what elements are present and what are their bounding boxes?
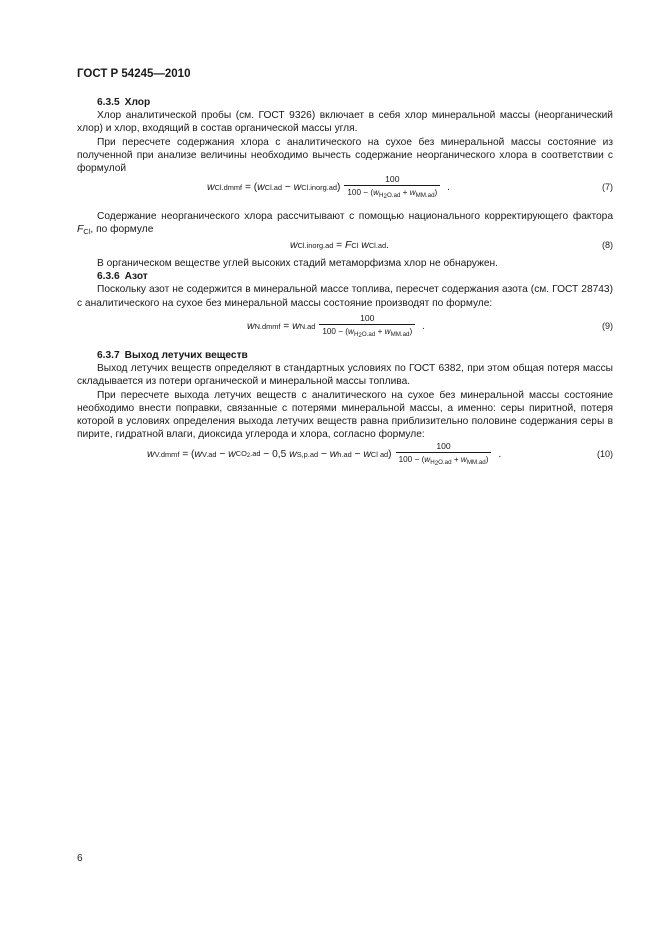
op: = <box>179 448 191 460</box>
var: w <box>147 448 155 460</box>
op: = <box>280 320 293 332</box>
subscript: h.ad <box>337 449 352 459</box>
op: 100 − ( <box>347 188 374 197</box>
subscript: Cl <box>351 240 359 250</box>
var: w <box>290 239 298 251</box>
subscript: Cl.inorg.ad <box>301 182 337 192</box>
subscript <box>236 449 261 459</box>
paragraph: Хлор аналитической пробы (см. ГОСТ 9326) включает в себя хлор минеральной массы (неорганический хлор) и хлор, входящий в состав органической массы угля. <box>77 110 613 135</box>
subscript: N.ad <box>299 321 316 331</box>
op: . <box>444 181 450 193</box>
formula-number: (9) <box>602 321 613 331</box>
var: F <box>344 239 352 251</box>
var: w <box>247 320 255 332</box>
fraction <box>319 313 415 339</box>
subscript <box>354 331 375 338</box>
paragraph: Поскольку азот не содержится в минеральной массе топлива, пересчет содержания азота (см. ГОСТ 28743) с аналитического на сухое без минеральной массы состояние производят по формуле: <box>77 284 613 309</box>
coefficient: 0,5 <box>272 448 287 460</box>
sub-co: CO <box>235 449 247 458</box>
paragraph <box>77 210 613 238</box>
section-title: Хлор <box>124 97 151 108</box>
sub-h: H <box>430 459 435 466</box>
op: . <box>419 320 425 332</box>
op: . <box>495 448 502 460</box>
denominator <box>319 324 415 339</box>
sub-o: O.ad <box>386 192 401 199</box>
subscript: V.dmmf <box>154 449 180 459</box>
paragraph: При пересчете выхода летучих веществ с аналитического на сухое без минеральной массы состояние необходимо внести поправки, связанные с потерями минеральной массы, а именно: серы пиритной, потеря которой в условиях определения выхода летучих веществ равна приблизительно половине содержания серы в пирите, гидратной влаги, диоксида углерода и хлора, согласно формуле: <box>77 389 613 441</box>
text: , по формуле <box>90 224 154 236</box>
op: − <box>216 448 229 460</box>
section-title: Азот <box>124 271 148 283</box>
var: w <box>292 320 300 332</box>
sub-h: H <box>353 331 359 338</box>
text: Содержание неорганического хлора рассчитывают с помощью национального корректирующего фактора <box>97 211 613 222</box>
op: ) <box>485 455 489 464</box>
paragraph: В органическом веществе углей высоких стадий метаморфизма хлор не обнаружен. <box>97 258 498 269</box>
paragraph: Выход летучих веществ определяют в стандартных условиях по ГОСТ 6382, при этом общая потеря массы складывается из потери органической и минеральной массы топлива. <box>77 363 613 388</box>
subscript: N.dmmf <box>254 321 281 331</box>
subscript: Cl.inorg.ad <box>297 240 334 250</box>
sub-2: 2 <box>358 332 362 339</box>
op: − <box>318 448 330 460</box>
var: w <box>329 448 338 460</box>
var: w <box>257 181 265 193</box>
op: ( <box>191 448 195 460</box>
var: w <box>228 448 236 460</box>
section-6-3-5 <box>77 96 613 175</box>
section-heading <box>77 96 613 109</box>
op: − <box>260 448 273 460</box>
subscript: S,p.ad <box>296 449 319 459</box>
op: ) <box>409 327 413 336</box>
op: 100 − ( <box>398 455 425 464</box>
fraction <box>344 174 440 200</box>
sub-o: O.ad <box>438 459 452 466</box>
var: w <box>207 181 215 193</box>
op: 100 − ( <box>322 327 349 336</box>
section-6-3-7 <box>77 349 613 441</box>
section-title: Выход летучих веществ <box>124 350 248 361</box>
section-6-3-6 <box>77 257 613 310</box>
var: w <box>424 455 431 464</box>
denominator <box>396 452 492 467</box>
var: w <box>384 327 391 336</box>
subscript: MM.ad <box>466 459 486 466</box>
numerator: 100 <box>436 441 451 451</box>
section-number: 6.3.5 <box>97 97 120 108</box>
formula-number: (10) <box>596 449 613 459</box>
subscript: MM.ad <box>415 192 435 199</box>
sub-2: 2 <box>434 460 439 467</box>
op: = <box>333 239 345 251</box>
paragraph: При пересчете содержания хлора с аналитического на сухое без минеральной массы состояние из полученной при анализе величины необходимо вычесть содержание неорганического хлора в соответствии с формулой <box>77 136 613 175</box>
subscript <box>430 459 451 466</box>
var: w <box>289 448 297 460</box>
var: w <box>293 181 302 193</box>
section-6-3-5-cont <box>77 210 613 238</box>
op: − <box>351 448 364 460</box>
sub-h: H <box>379 192 384 199</box>
op: ) <box>434 188 438 197</box>
op: + <box>375 327 385 336</box>
var: w <box>460 455 467 464</box>
var: w <box>373 188 380 197</box>
op: . <box>386 239 389 251</box>
subscript <box>379 192 400 199</box>
numerator: 100 <box>360 313 375 323</box>
formula-9 <box>77 313 613 341</box>
section-heading <box>77 270 613 283</box>
subscript: Cl.ad <box>264 182 282 192</box>
sub-o: O.ad <box>361 331 376 338</box>
sub-2: 2 <box>246 453 251 459</box>
var: w <box>363 448 371 460</box>
formula-10 <box>77 441 613 469</box>
subscript: MM.ad <box>390 331 410 338</box>
sub-ad: .ad <box>250 449 261 458</box>
op: + <box>451 455 461 464</box>
var: w <box>409 188 416 197</box>
op: ) <box>388 448 392 460</box>
denominator <box>344 185 440 200</box>
formula-number: (8) <box>602 240 613 250</box>
var: w <box>194 448 202 460</box>
numerator: 100 <box>385 174 400 184</box>
op: ( <box>253 181 258 193</box>
var: w <box>348 327 354 336</box>
fraction <box>396 441 492 467</box>
var: F <box>77 223 84 236</box>
subscript: V.ad <box>202 449 217 459</box>
op: − <box>282 181 294 193</box>
document-header: ГОСТ Р 54245—2010 <box>77 68 191 80</box>
section-number: 6.3.6 <box>97 271 120 283</box>
op: + <box>400 188 410 197</box>
subscript: Cl ad <box>370 449 389 459</box>
var: w <box>361 239 369 251</box>
formula-7 <box>77 174 613 202</box>
subscript: Cl.ad <box>368 240 387 250</box>
section-number: 6.3.7 <box>97 350 120 361</box>
op: ) <box>336 181 341 193</box>
sub-2: 2 <box>383 193 387 200</box>
section-heading <box>77 349 613 362</box>
subscript: Cl.dmmf <box>214 182 243 192</box>
subscript: Cl <box>83 227 91 237</box>
formula-number: (7) <box>602 182 613 192</box>
op: = <box>242 181 254 193</box>
page-number: 6 <box>77 853 83 864</box>
